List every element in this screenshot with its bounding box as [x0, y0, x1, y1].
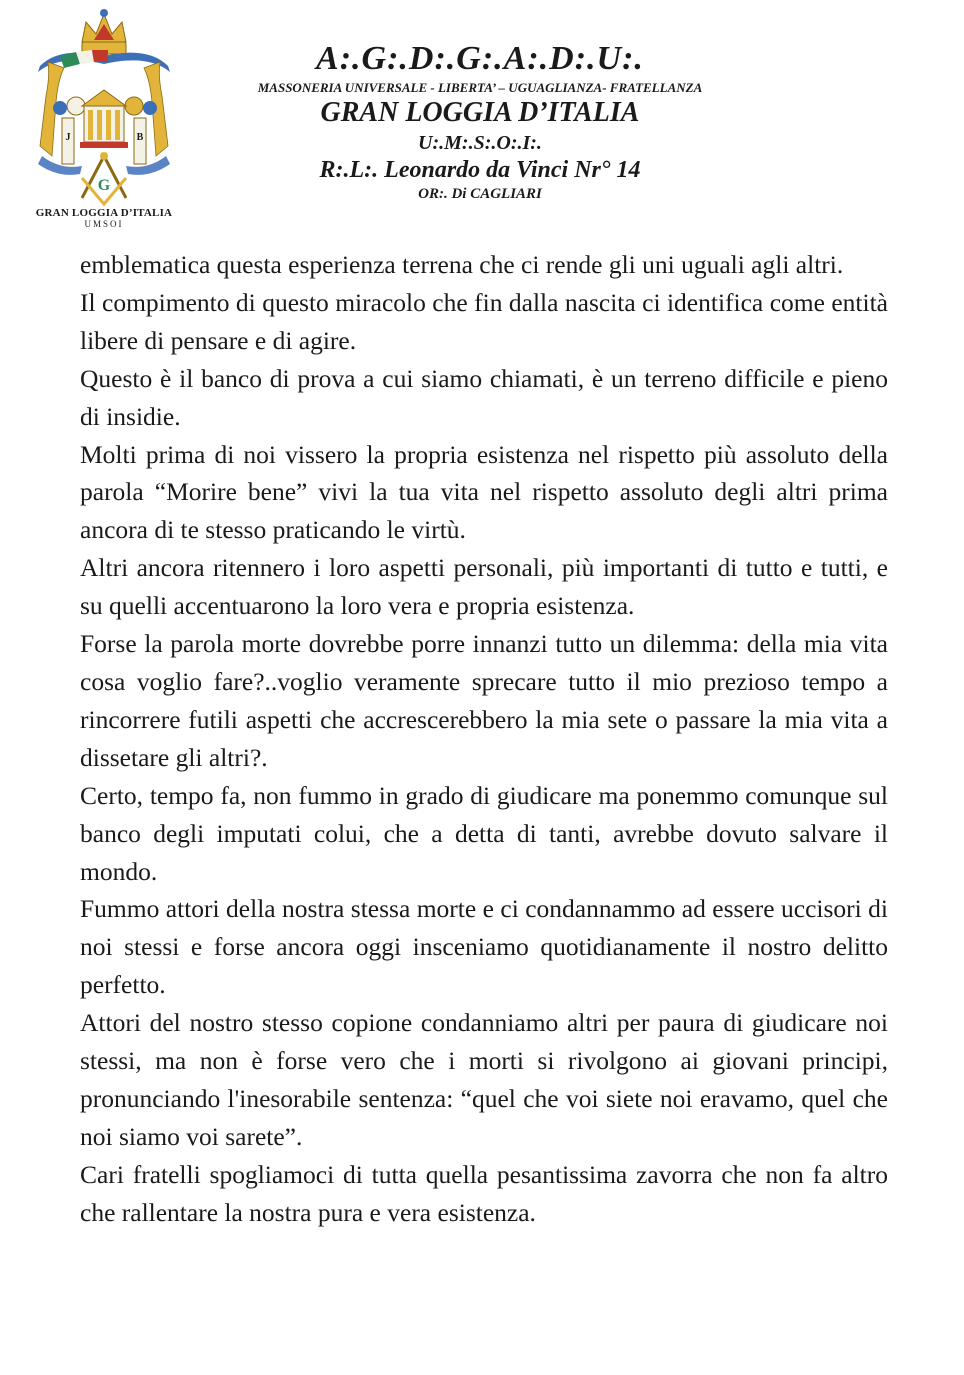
pillar-right-letter: B [136, 132, 144, 143]
crown-icon [82, 9, 126, 54]
document-body [80, 246, 888, 1232]
letterhead-orient: OR:. Di CAGLIARI [418, 186, 542, 202]
logo-caption-line2: UMSOI [84, 218, 124, 229]
temple-icon [80, 90, 128, 148]
pillar-j-icon [62, 118, 74, 164]
center-letter: G [97, 177, 111, 194]
body-paragraph: Forse la parola morte dovrebbe porre innanzi tutto un dilemma: della mia vita cosa voglio fare?..voglio veramente sprecare tutto il mio prezioso tempo a rincorrere futili aspetti che accrescerebbero la mia sete o passare la mia vita a dissetare gli altri?. [80, 629, 888, 772]
body-paragraph: Molti prima di noi vissero la propria esistenza nel rispetto più assoluto della parola “Morire bene” vivi la tua vita nel rispetto assoluto degli altri prima ancora di te stesso praticando le virtù. [80, 439, 888, 545]
letterhead-respectable-lodge: R:.L:. Leonardo da Vinci Nr° 14 [319, 157, 641, 183]
letterhead [190, 38, 770, 204]
body-paragraph: emblematica questa esperienza terrena che ci rende gli uni uguali agli altri. [80, 250, 844, 279]
body-paragraph: Cari fratelli spogliamoci di tutta quella pesantissima zavorra che non fa altro che rallentare la nostra pura e vera esistenza. [80, 1159, 888, 1227]
letterhead-umsoi: U:.M:.S:.O:.I:. [418, 132, 542, 154]
letterhead-title: A:.G:.D:.G:.A:.D:.U:. [316, 40, 644, 77]
sun-icon [125, 97, 143, 115]
logo-caption-line1: GRAN LOGGIA D’ITALIA [35, 207, 173, 219]
body-paragraph: Attori del nostro stesso copione condanniamo altri per paura di giudicare noi stessi, ma non è forse vero che i morti si rivolgono ai giovani principi, pronunciando l'inesorabile sentenza: “quel che voi siete noi eravamo, quel che noi siamo voi sarete”. [80, 1008, 888, 1151]
body-paragraph: Il compimento di questo miracolo che fin dalla nascita ci identifica come entità libere di pensare e di agire. [80, 287, 888, 355]
letterhead-lodge-name: GRAN LOGGIA D’ITALIA [320, 97, 640, 128]
square-compass-icon [82, 152, 126, 204]
logo-caption [20, 208, 188, 229]
body-paragraph: Altri ancora ritennero i loro aspetti personali, più importanti di tutto e tutti, e su quelli accentuarono la loro vera e propria esistenza. [80, 553, 888, 621]
pillar-left-letter: J [65, 132, 71, 143]
body-paragraph: Certo, tempo fa, non fummo in grado di giudicare ma ponemmo comunque sul banco degli imputati colui, che a detta di tanti, avrebbe dovuto salvare il mondo. [80, 780, 888, 886]
body-paragraph: Fummo attori della nostra stessa morte e ci condannammo ad essere uccisori di noi stessi e forse ancora oggi insceniamo quotidianamente il nostro delitto perfetto. [80, 894, 888, 1000]
pillar-b-icon [134, 118, 146, 164]
letterhead-motto: MASSONERIA UNIVERSALE - LIBERTA’ – UGUAGLIANZA- FRATELLANZA [257, 80, 703, 95]
lodge-emblem-logo [20, 6, 188, 212]
body-paragraph: Questo è il banco di prova a cui siamo chiamati, è un terreno difficile e pieno di insidie. [80, 363, 888, 431]
